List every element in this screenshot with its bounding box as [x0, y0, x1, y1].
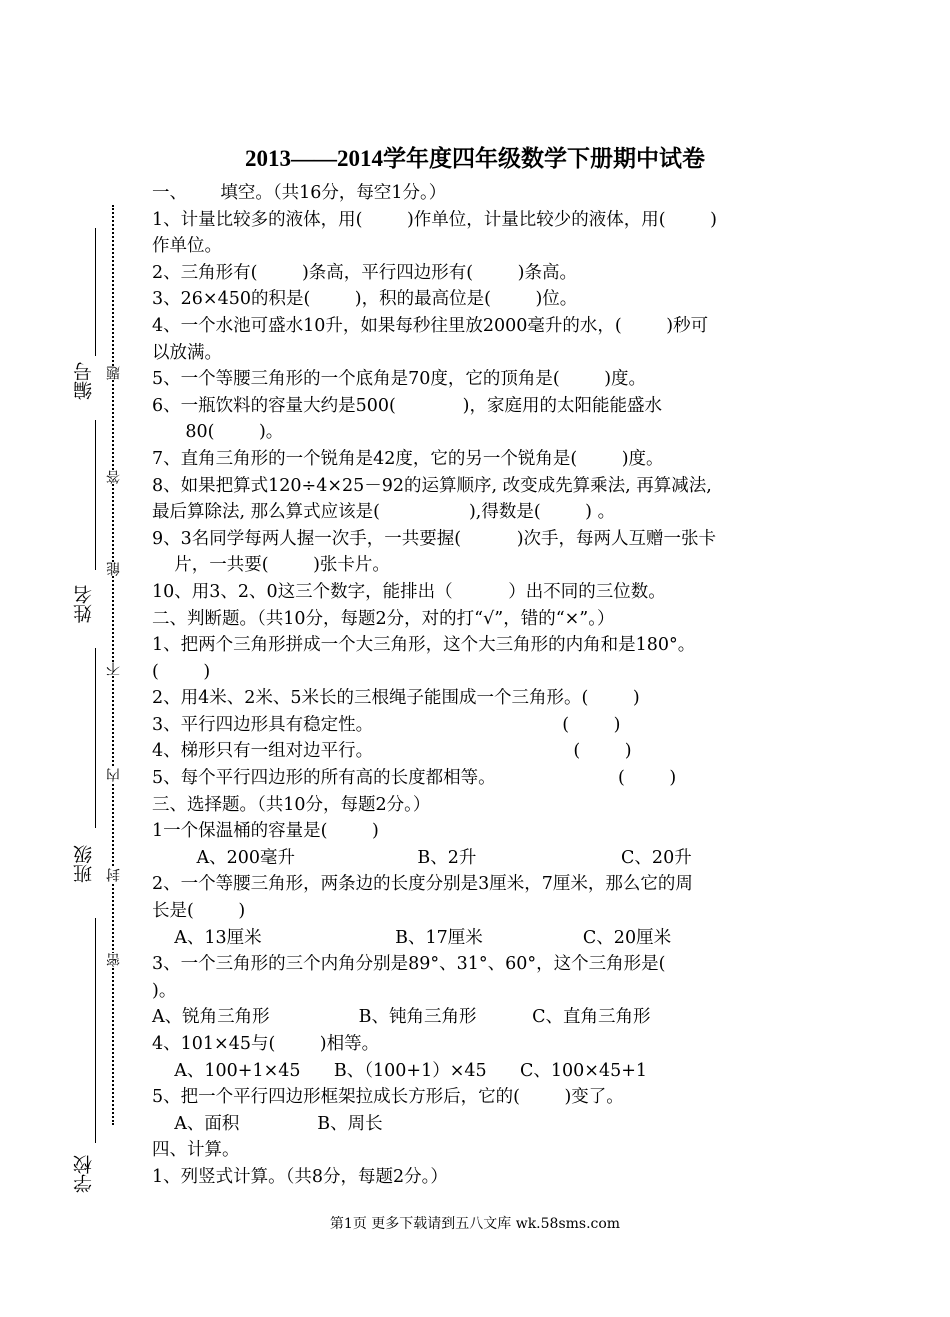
question-line: 作单位。: [152, 236, 222, 257]
question-line: 3、一个三角形的三个内角分别是89°、31°、60°，这个三角形是(: [152, 954, 666, 975]
option-line: A、100+1×45 B、（100+1）×45 C、100×45+1: [152, 1060, 648, 1081]
question-line: ( ): [152, 661, 211, 682]
question-line: 1一个保温桶的容量是( ): [152, 821, 379, 842]
margin-line: [95, 648, 96, 828]
question-line: 最后算除法, 那么算式应该是( ),得数是( ) 。: [152, 502, 616, 523]
question-line: 2、一个等腰三角形，两条边的长度分别是3厘米，7厘米，那么它的周: [152, 874, 693, 895]
exam-title: 2013——2014学年度四年级数学下册期中试卷: [245, 146, 705, 171]
option-line: A、13厘米 B、17厘米 C、20厘米: [152, 927, 672, 948]
seal-char: 封: [106, 868, 122, 882]
section-heading: 二、判断题。（共10分，每题2分，对的打“√”，错的“×”。）: [152, 608, 615, 629]
question-line: 4、101×45与( )相等。: [152, 1034, 380, 1054]
question-line: 3、26×450的积是( )，积的最高位是( )位。: [152, 289, 578, 310]
question-line: 7、直角三角形的一个锐角是42度，它的另一个锐角是( )度。: [152, 448, 664, 469]
option-line: A、面积 B、周长: [152, 1113, 383, 1134]
question-line: 1、把两个三角形拼成一个大三角形，这个大三角形的内角和是180°。: [152, 635, 696, 656]
margin-label-name: 姓名: [73, 585, 95, 623]
margin-line: [95, 918, 96, 1143]
option-line: A、200毫升 B、2升 C、20升: [152, 847, 692, 868]
question-line: 5、一个等腰三角形的一个底角是70度，它的顶角是( )度。: [152, 369, 647, 390]
question-line: 5、每个平行四边形的所有高的长度都相等。 ( ): [152, 768, 677, 789]
question-line: 3、平行四边形具有稳定性。 ( ): [152, 714, 621, 735]
margin-label-class: 班级: [73, 845, 95, 883]
seal-char: 能: [106, 562, 122, 576]
question-line: 4、一个水池可盛水10升，如果每秒往里放2000毫升的水，( )秒可: [152, 315, 709, 336]
seal-char: 密: [106, 953, 122, 967]
margin-label-number: 编号: [73, 362, 95, 400]
question-line: 4、梯形只有一组对边平行。 ( ): [152, 741, 632, 762]
margin-line: [95, 420, 96, 570]
question-line: 2、三角形有( )条高，平行四边形有( )条高。: [152, 262, 577, 283]
seal-char: 题: [106, 366, 122, 380]
section-heading: 四、计算。: [152, 1140, 240, 1161]
margin-line: [95, 228, 96, 356]
question-line: 1、列竖式计算。（共8分，每题2分。）: [152, 1166, 448, 1187]
seal-char: 不: [106, 662, 122, 676]
section-heading: 一、 填空。（共16分，每空1分。）: [152, 183, 447, 203]
question-line: )。: [152, 980, 177, 1001]
question-line: 片，一共要( )张卡片。: [152, 555, 390, 576]
seal-char: 答: [106, 470, 122, 484]
question-line: 以放满。: [152, 342, 222, 363]
option-line: A、锐角三角形 B、钝角三角形 C、直角三角形: [152, 1007, 651, 1028]
question-line: 80( )。: [152, 422, 284, 443]
question-line: 2、用4米、2米、5米长的三根绳子能围成一个三角形。( ): [152, 688, 640, 709]
seal-char: 内: [106, 768, 122, 782]
section-heading: 三、选择题。（共10分，每题2分。）: [152, 794, 431, 815]
margin-label-school: 学校: [73, 1155, 95, 1193]
page-footer: 第1页 更多下载请到五八文库 wk.58sms.com: [329, 1216, 621, 1232]
exam-body: [152, 180, 800, 1191]
question-line: 6、一瓶饮料的容量大约是500( )，家庭用的太阳能能盛水: [152, 395, 662, 416]
question-line: 长是( ): [152, 901, 246, 922]
question-line: 5、把一个平行四边形框架拉成长方形后，它的( )变了。: [152, 1087, 624, 1108]
question-line: 10、用3、2、0这三个数字，能排出（ ）出不同的三位数。: [152, 581, 666, 602]
question-line: 9、3名同学每两人握一次手，一共要握( )次手，每两人互赠一张卡: [152, 528, 717, 549]
question-line: 8、如果把算式120÷4×25－92的运算顺序, 改变成先算乘法, 再算减法,: [152, 475, 712, 496]
question-line: 1、计量比较多的液体，用( )作单位，计量比较少的液体，用( ): [152, 209, 717, 230]
